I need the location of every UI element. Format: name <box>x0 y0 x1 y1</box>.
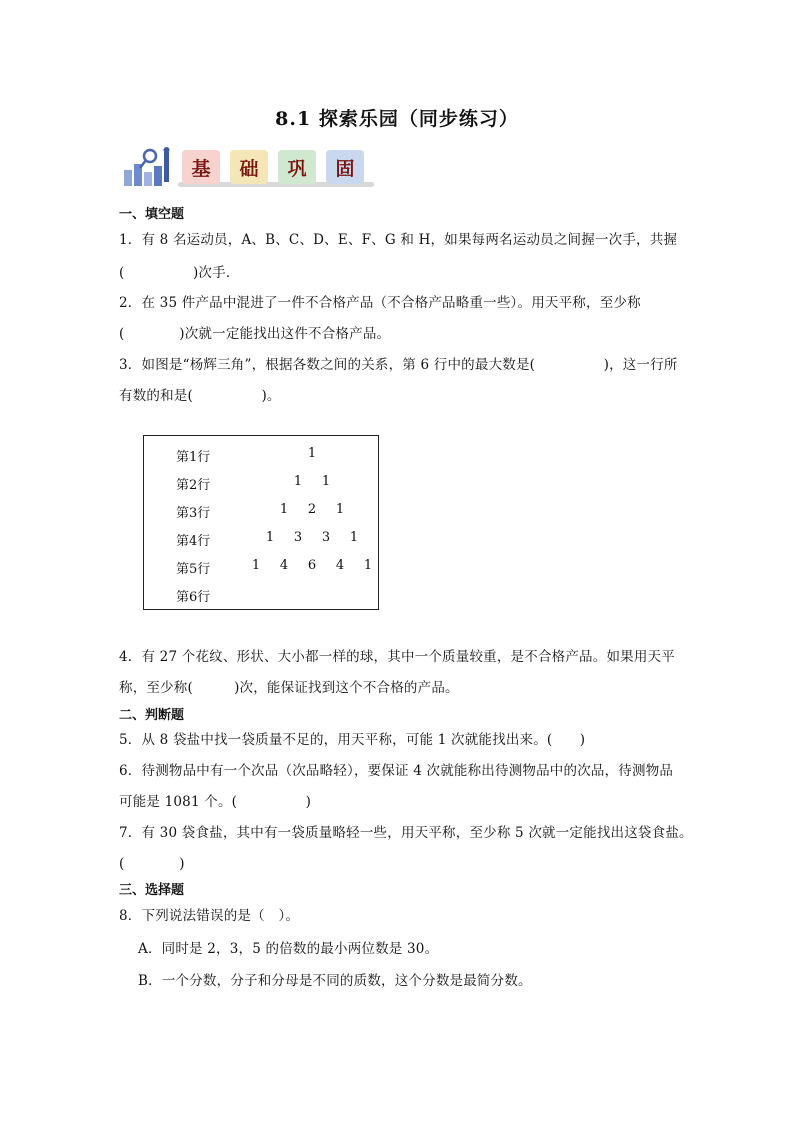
triangle-number: 1 <box>293 474 303 489</box>
question-2-line-1: 2．在 35 件产品中混进了一件不合格产品（不合格产品略重一些）。用天平称，至少称 <box>119 295 641 311</box>
question-8: 8．下列说法错误的是（ ）。 <box>119 908 300 924</box>
banner-tile-2: 础 <box>230 150 268 184</box>
banner-tile-3: 巩 <box>278 150 316 184</box>
question-1-line-2: ( )次手． <box>119 265 240 281</box>
triangle-number: 1 <box>349 530 359 545</box>
question-4-line-2: 称，至少称( )次，能保证找到这个不合格的产品。 <box>119 680 459 696</box>
triangle-number: 2 <box>307 502 317 517</box>
triangle-number: 3 <box>293 530 303 545</box>
yanghui-triangle-figure <box>143 435 379 610</box>
triangle-number: 4 <box>279 558 289 573</box>
triangle-number: 1 <box>265 530 275 545</box>
triangle-row-label: 第3行 <box>176 506 211 521</box>
triangle-number: 3 <box>321 530 331 545</box>
page-title: 8.1 探索乐园（同步练习） <box>275 108 519 130</box>
triangle-number: 1 <box>335 502 345 517</box>
banner-tile-4: 固 <box>326 150 364 184</box>
question-2-line-2: ( )次就一定能找出这件不合格产品。 <box>119 326 391 342</box>
question-8-option-b: B．一个分数，分子和分母是不同的质数，这个分数是最简分数。 <box>138 973 532 989</box>
question-5: 5．从 8 袋盐中找一袋质量不足的，用天平称，可能 1 次就能找出来。( ) <box>119 732 586 748</box>
triangle-number: 1 <box>251 558 261 573</box>
question-1-line-1: 1．有 8 名运动员，A、B、C、D、E、F、G 和 H，如果每两名运动员之间握一次手，共握 <box>119 232 678 248</box>
triangle-row-label: 第6行 <box>176 590 211 605</box>
question-6-line-1: 6．待测物品中有一个次品（次品略轻），要保证 4 次就能称出待测物品中的次品，待测物品 <box>119 763 674 779</box>
study-figure-icon <box>120 146 176 190</box>
triangle-row-label: 第2行 <box>176 478 211 493</box>
triangle-number: 1 <box>321 474 331 489</box>
section-banner <box>120 146 380 190</box>
question-4-line-1: 4．有 27 个花纹、形状、大小都一样的球，其中一个质量较重，是不合格产品。如果用天平 <box>119 649 675 665</box>
triangle-number: 6 <box>307 558 317 573</box>
question-3-line-1: 3．如图是“杨辉三角”，根据各数之间的关系，第 6 行中的最大数是( )，这一行所 <box>119 357 678 373</box>
question-7-line-1: 7．有 30 袋食盐，其中有一袋质量略轻一些，用天平称，至少称 5 次就一定能找出这袋食盐。 <box>119 825 693 841</box>
section-heading-choice: 三、选择题 <box>119 883 185 898</box>
section-heading-true-false: 二、判断题 <box>119 708 185 723</box>
triangle-row-label: 第1行 <box>176 450 211 465</box>
question-6-line-2: 可能是 1081 个。( ) <box>119 794 312 810</box>
triangle-number: 1 <box>307 446 317 461</box>
triangle-row-label: 第5行 <box>176 562 211 577</box>
triangle-number: 1 <box>279 502 289 517</box>
question-3-line-2: 有数的和是( )。 <box>119 388 281 404</box>
banner-tile-1: 基 <box>182 150 220 184</box>
triangle-number: 4 <box>335 558 345 573</box>
question-7-line-2: ( ) <box>119 856 185 872</box>
triangle-row-label: 第4行 <box>176 534 211 549</box>
question-8-option-a: A．同时是 2，3，5 的倍数的最小两位数是 30。 <box>138 941 439 957</box>
triangle-number: 1 <box>363 558 373 573</box>
section-heading-fill-blank: 一、填空题 <box>119 207 185 222</box>
